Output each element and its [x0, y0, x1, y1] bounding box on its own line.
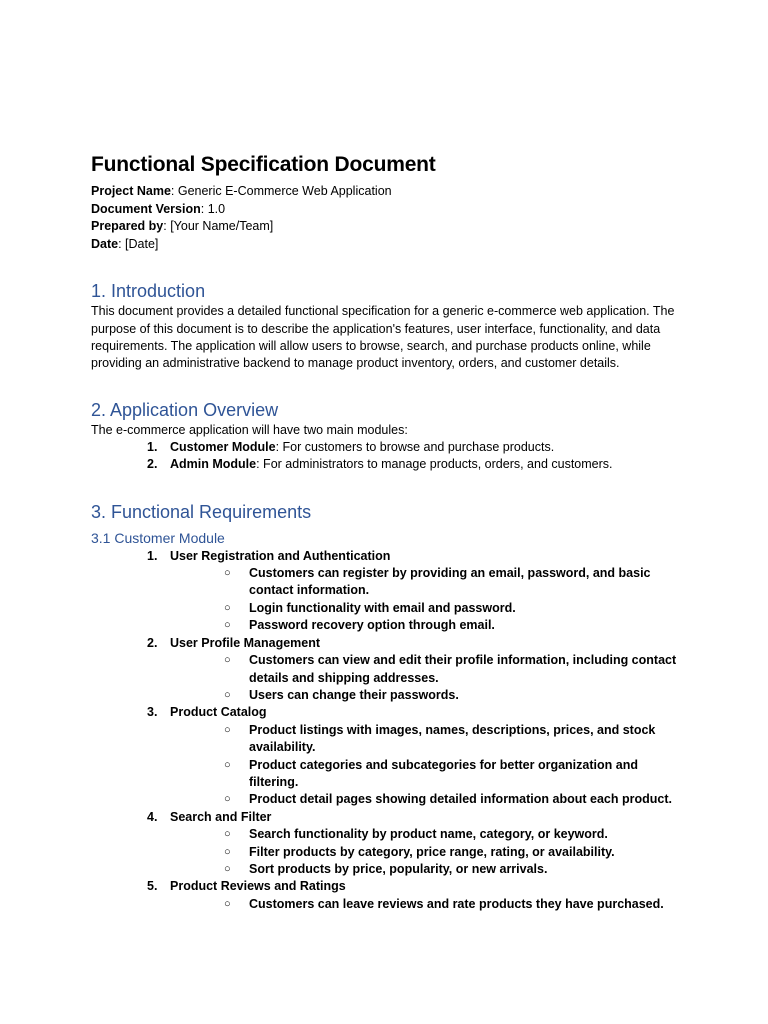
- meta-version: Document Version: 1.0: [91, 201, 226, 216]
- subsection-customer-module: 3.1 Customer Module: [91, 529, 225, 546]
- circle-bullet-icon: ○: [224, 758, 231, 771]
- requirement-item: [91, 704, 691, 721]
- section-requirements-heading: 3. Functional Requirements: [91, 501, 312, 522]
- requirement-bullet: [91, 757, 691, 792]
- bullet-text: Filter products by category, price range, rating, or availability.: [249, 844, 615, 859]
- requirement-bullet: [91, 861, 691, 878]
- section-overview-heading: 2. Application Overview: [91, 399, 279, 420]
- requirement-bullet: [91, 652, 691, 687]
- module-description: : For customers to browse and purchase products.: [275, 439, 555, 454]
- circle-bullet-icon: ○: [224, 793, 231, 806]
- module-list-item: [91, 456, 691, 473]
- modules-list: [91, 439, 691, 474]
- bullet-text: Sort products by price, popularity, or new arrivals.: [249, 861, 548, 876]
- requirements-list: [91, 548, 691, 914]
- requirement-bullet: [91, 600, 691, 617]
- requirement-title: User Registration and Authentication: [170, 548, 391, 563]
- module-number: 2.: [147, 457, 158, 472]
- requirement-number: 3.: [147, 705, 158, 720]
- bullet-text: Users can change their passwords.: [249, 687, 459, 702]
- introduction-text: This document provides a detailed functional specification for a generic e-commerce web application. The purpose of this document is to describe the application's features, user interface, functionality, and data requirements. The application will allow users to browse, search, and purchase products online, while providing an administrative backend to manage product inventory, orders, and customer details.: [91, 304, 675, 371]
- bullet-text: Password recovery option through email.: [249, 618, 495, 633]
- module-number: 1.: [147, 439, 158, 454]
- requirement-bullet: [91, 565, 691, 600]
- requirement-item: [91, 878, 691, 895]
- requirement-title: Product Catalog: [170, 705, 267, 720]
- requirement-bullet: [91, 844, 691, 861]
- requirement-bullet: [91, 826, 691, 843]
- circle-bullet-icon: ○: [224, 828, 231, 841]
- bullet-text: Product detail pages showing detailed information about each product.: [249, 792, 672, 807]
- bullet-text: Customers can view and edit their profile information, including contact details and shipping addresses.: [249, 653, 677, 685]
- bullet-text: Search functionality by product name, category, or keyword.: [249, 827, 608, 842]
- circle-bullet-icon: ○: [224, 723, 231, 736]
- document-content: [91, 152, 691, 913]
- requirement-title: User Profile Management: [170, 635, 321, 650]
- requirement-number: 1.: [147, 548, 158, 563]
- circle-bullet-icon: ○: [224, 845, 231, 858]
- section-introduction-heading: 1. Introduction: [91, 281, 206, 302]
- meta-prepared-by: Prepared by: [Your Name/Team]: [91, 219, 274, 234]
- requirement-title: Search and Filter: [170, 809, 272, 824]
- document-title: Functional Specification Document: [91, 153, 436, 176]
- meta-date: Date: [Date]: [91, 236, 159, 251]
- bullet-text: Customers can leave reviews and rate products they have purchased.: [249, 896, 664, 911]
- circle-bullet-icon: ○: [224, 619, 231, 632]
- circle-bullet-icon: ○: [224, 688, 231, 701]
- requirement-number: 5.: [147, 879, 158, 894]
- requirement-bullet: [91, 617, 691, 634]
- circle-bullet-icon: ○: [224, 654, 231, 667]
- requirement-bullet: [91, 791, 691, 808]
- module-name: Customer Module: [170, 439, 276, 454]
- requirement-item: [91, 809, 691, 826]
- meta-project: Project Name: Generic E-Commerce Web Application: [91, 184, 392, 198]
- module-name: Admin Module: [170, 457, 257, 472]
- overview-text: The e-commerce application will have two main modules:: [91, 422, 408, 437]
- requirement-bullet: [91, 722, 691, 757]
- requirement-number: 2.: [147, 635, 158, 650]
- requirement-bullet: [91, 896, 691, 913]
- bullet-text: Product categories and subcategories for better organization and filtering.: [249, 757, 638, 789]
- circle-bullet-icon: ○: [224, 897, 231, 910]
- requirement-item: [91, 548, 691, 565]
- bullet-text: Login functionality with email and password.: [249, 600, 516, 615]
- requirement-item: [91, 635, 691, 652]
- module-list-item: [91, 439, 691, 456]
- circle-bullet-icon: ○: [224, 601, 231, 614]
- circle-bullet-icon: ○: [224, 862, 231, 875]
- circle-bullet-icon: ○: [224, 567, 231, 580]
- requirement-number: 4.: [147, 809, 158, 824]
- bullet-text: Customers can register by providing an email, password, and basic contact information.: [249, 566, 651, 598]
- requirement-bullet: [91, 687, 691, 704]
- module-description: : For administrators to manage products, orders, and customers.: [256, 457, 613, 472]
- requirement-title: Product Reviews and Ratings: [170, 879, 346, 894]
- bullet-text: Product listings with images, names, descriptions, prices, and stock availability.: [249, 722, 656, 755]
